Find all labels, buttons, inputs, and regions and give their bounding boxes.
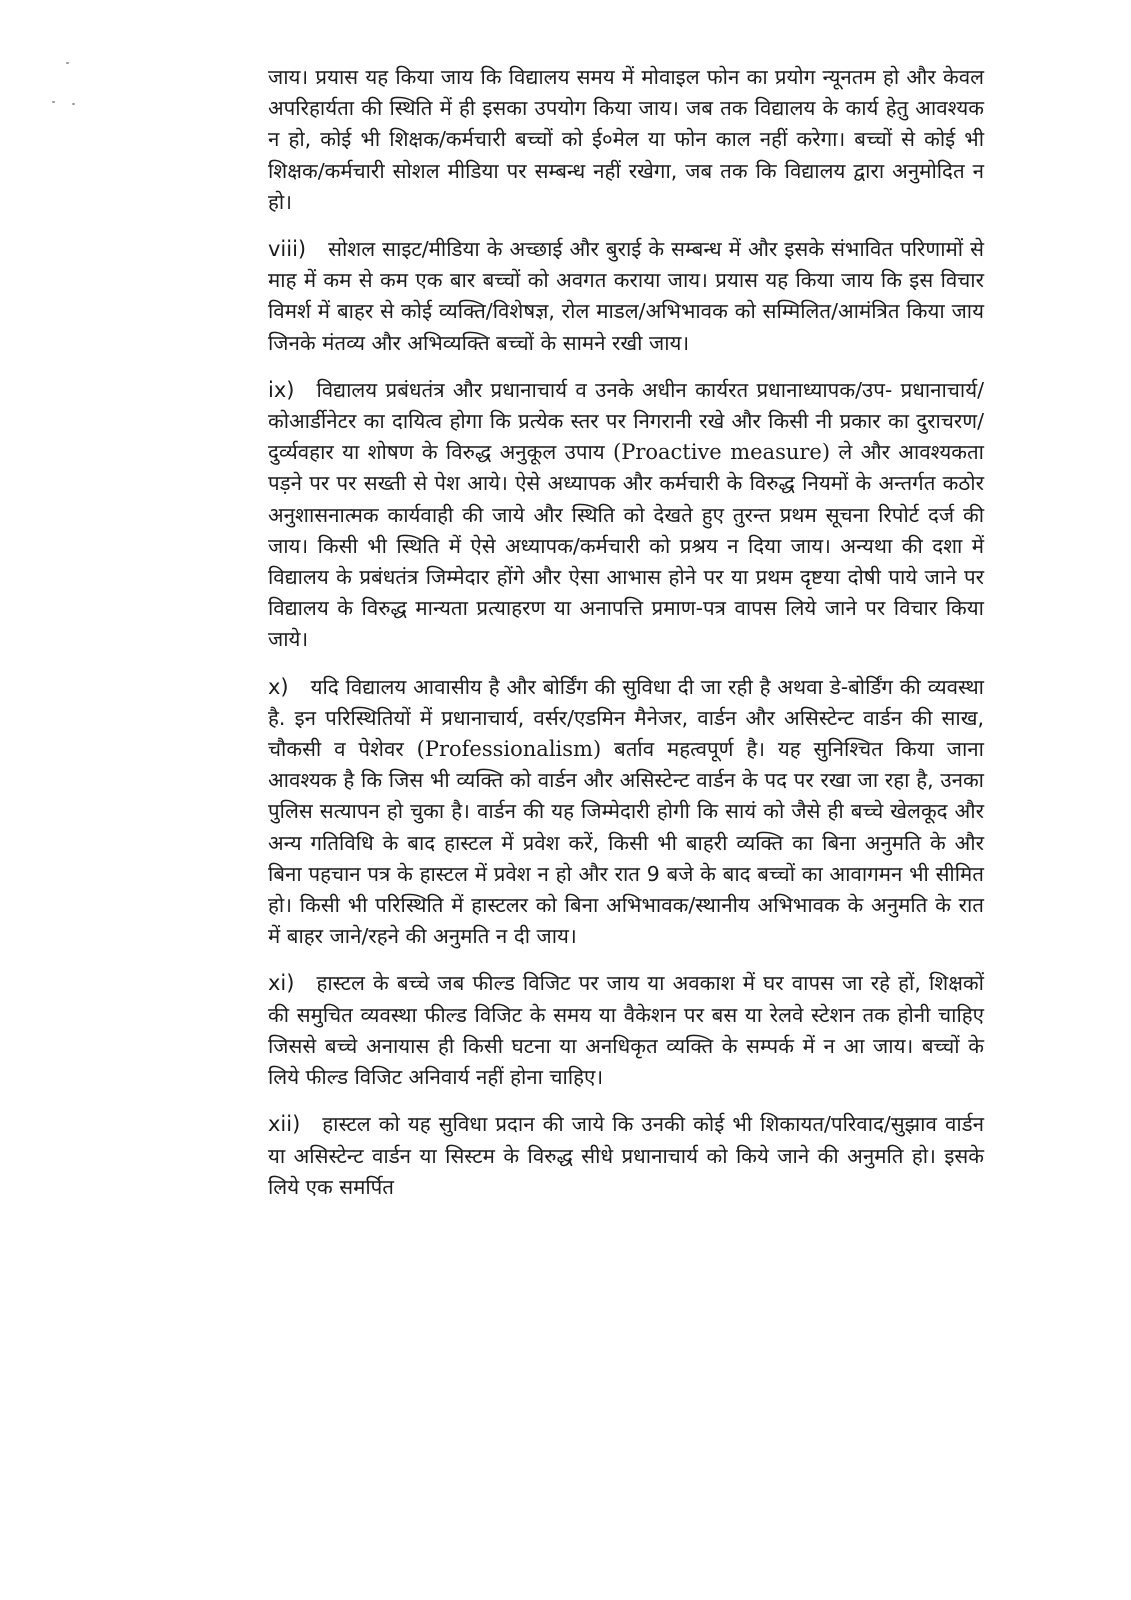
paragraph-ix (268, 375, 984, 656)
paragraph-text: जाय। प्रयास यह किया जाय कि विद्यालय समय में मोवाइल फोन का प्रयोग न्यूनतम हो और केवल अपरिहार्यता की स्थिति में ही इसका उपयोग किया जाय। जब तक विद्यालय के कार्य हेतु आवश्यक न हो, कोई भी शिक्षक/कर्मचारी बच्चों को ई०मेल या फोन काल नहीं करेगा। बच्चों से कोई भी शिक्षक/कर्मचारी सोशल मीडिया पर सम्बन्ध नहीं रखेगा, जब तक कि विद्यालय द्वारा अनुमोदित न हो। (268, 65, 984, 214)
paragraph-number: x) (268, 674, 289, 699)
paragraph-text: हास्टल के बच्चे जब फील्ड विजिट पर जाय या अवकाश में घर वापस जा रहे हों, शिक्षकों की समुचित व्यवस्था फील्ड विजिट के समय या वैकेशन पर बस या रेलवे स्टेशन तक होनी चाहिए जिससे बच्चे अनायास ही किसी घटना या अनधिकृत व्यक्ति के सम्पर्क में न आ जाय। बच्चों के लिये फील्ड विजिट अनिवार्य नहीं होना चाहिए। (268, 971, 984, 1090)
paragraph-number: xii) (268, 1112, 301, 1137)
paragraph-continuation (268, 62, 984, 218)
document-body (268, 62, 984, 1219)
paragraph-number: xi) (268, 971, 295, 996)
paragraph-text: ले और आवश्यकता पड़ने पर पर सख्ती से पेश आये। ऐसे अध्यापक और कर्मचारी के विरुद्ध नियमों के अन्तर्गत कठोर अनुशासनात्मक कार्यवाही की जाये और स्थिति को देखते हुए तुरन्त प्रथम सूचना रिपोर्ट दर्ज की जाय। किसी भी स्थिति में ऐसे अध्यापक/कर्मचारी को प्रश्रय न दिया जाय। अन्यथा की दशा में विद्यालय के प्रबंधतंत्र जिम्मेदार होंगे और ऐसा आभास होने पर या प्रथम दृष्टया दोषी पाये जाने पर विद्यालय के विरुद्ध मान्यता प्रत्याहरण या अनापत्ति प्रमाण-पत्र वापस लिये जाने पर विचार किया जाये। (268, 440, 984, 652)
scan-speck (66, 62, 69, 64)
paragraph-text: विद्यालय प्रबंधतंत्र और प्रधानाचार्य व उनके अधीन कार्यरत प्रधानाध्यापक/उप- प्रधानाचार्य/कोआर्डीनेटर का दायित्व होगा कि प्रत्येक स्तर पर निगरानी रखे और किसी नी प्रकार का दुराचरण/दुर्व्यवहार या शोषण के विरुद्ध अनुकूल उपाय (268, 377, 984, 465)
paragraph-text: सोशल साइट/मीडिया के अच्छाई और बुराई के सम्बन्ध में और इसके संभावित परिणामों से माह में कम से कम एक बार बच्चों को अवगत कराया जाय। प्रयास यह किया जाय कि इस विचार विमर्श में बाहर से कोई व्यक्ति/विशेषज्ञ, रोल माडल/अभिभावक को सम्मिलित/आमंत्रित किया जाय जिनके मंतव्य और अभिव्यक्ति बच्चों के सामने रखी जाय। (268, 237, 984, 355)
paragraph-x (268, 672, 984, 953)
paragraph-number: viii) (268, 237, 307, 262)
english-term: (Professionalism) (416, 737, 602, 762)
paragraph-text: बर्ताव महत्वपूर्ण है। यह सुनिश्चित किया जाना आवश्यक है कि जिस भी व्यक्ति को वार्डन और असिस्टेन्ट वार्डन के पद पर रखा जा रहा है, उनका पुलिस सत्यापन हो चुका है। वार्डन की यह जिम्मेदारी होगी कि सायं को जैसे ही बच्चे खेलकूद और अन्य गतिविधि के बाद हास्टल में प्रवेश करें, किसी भी बाहरी व्यक्ति का बिना अनुमति के और बिना पहचान पत्र के हास्टल में प्रवेश न हो और रात 9 बजे के बाद बच्चों का आवागमन भी सीमित हो। किसी भी परिस्थिति में हास्टलर को बिना अभिभावक/स्थानीय अभिभावक के अनुमति के रात में बाहर जाने/रहने की अनुमति न दी जाय। (268, 737, 984, 949)
paragraph-xii (268, 1109, 984, 1203)
paragraph-number: ix) (268, 377, 295, 402)
scan-speck (72, 103, 75, 105)
scan-speck (52, 101, 55, 103)
english-term: (Proactive measure) (613, 440, 831, 465)
paragraph-xi (268, 968, 984, 1093)
paragraph-text: हास्टल को यह सुविधा प्रदान की जाये कि उनकी कोई भी शिकायत/परिवाद/सुझाव वार्डन या असिस्टेन्ट वार्डन या सिस्टम के विरुद्ध सीधे प्रधानाचार्य को किये जाने की अनुमति हो। इसके लिये एक समर्पित (268, 1112, 984, 1199)
paragraph-text: यदि विद्यालय आवासीय है और बोर्डिंग की सुविधा दी जा रही है अथवा डे-बोर्डिंग की व्यवस्था है. इन परिस्थितियों में प्रधानाचार्य, वर्सर/एडमिन मैनेजर, वार्डन और असिस्टेन्ट वार्डन की साख, चौकसी व पेशेवर (268, 674, 984, 762)
paragraph-viii (268, 234, 984, 359)
